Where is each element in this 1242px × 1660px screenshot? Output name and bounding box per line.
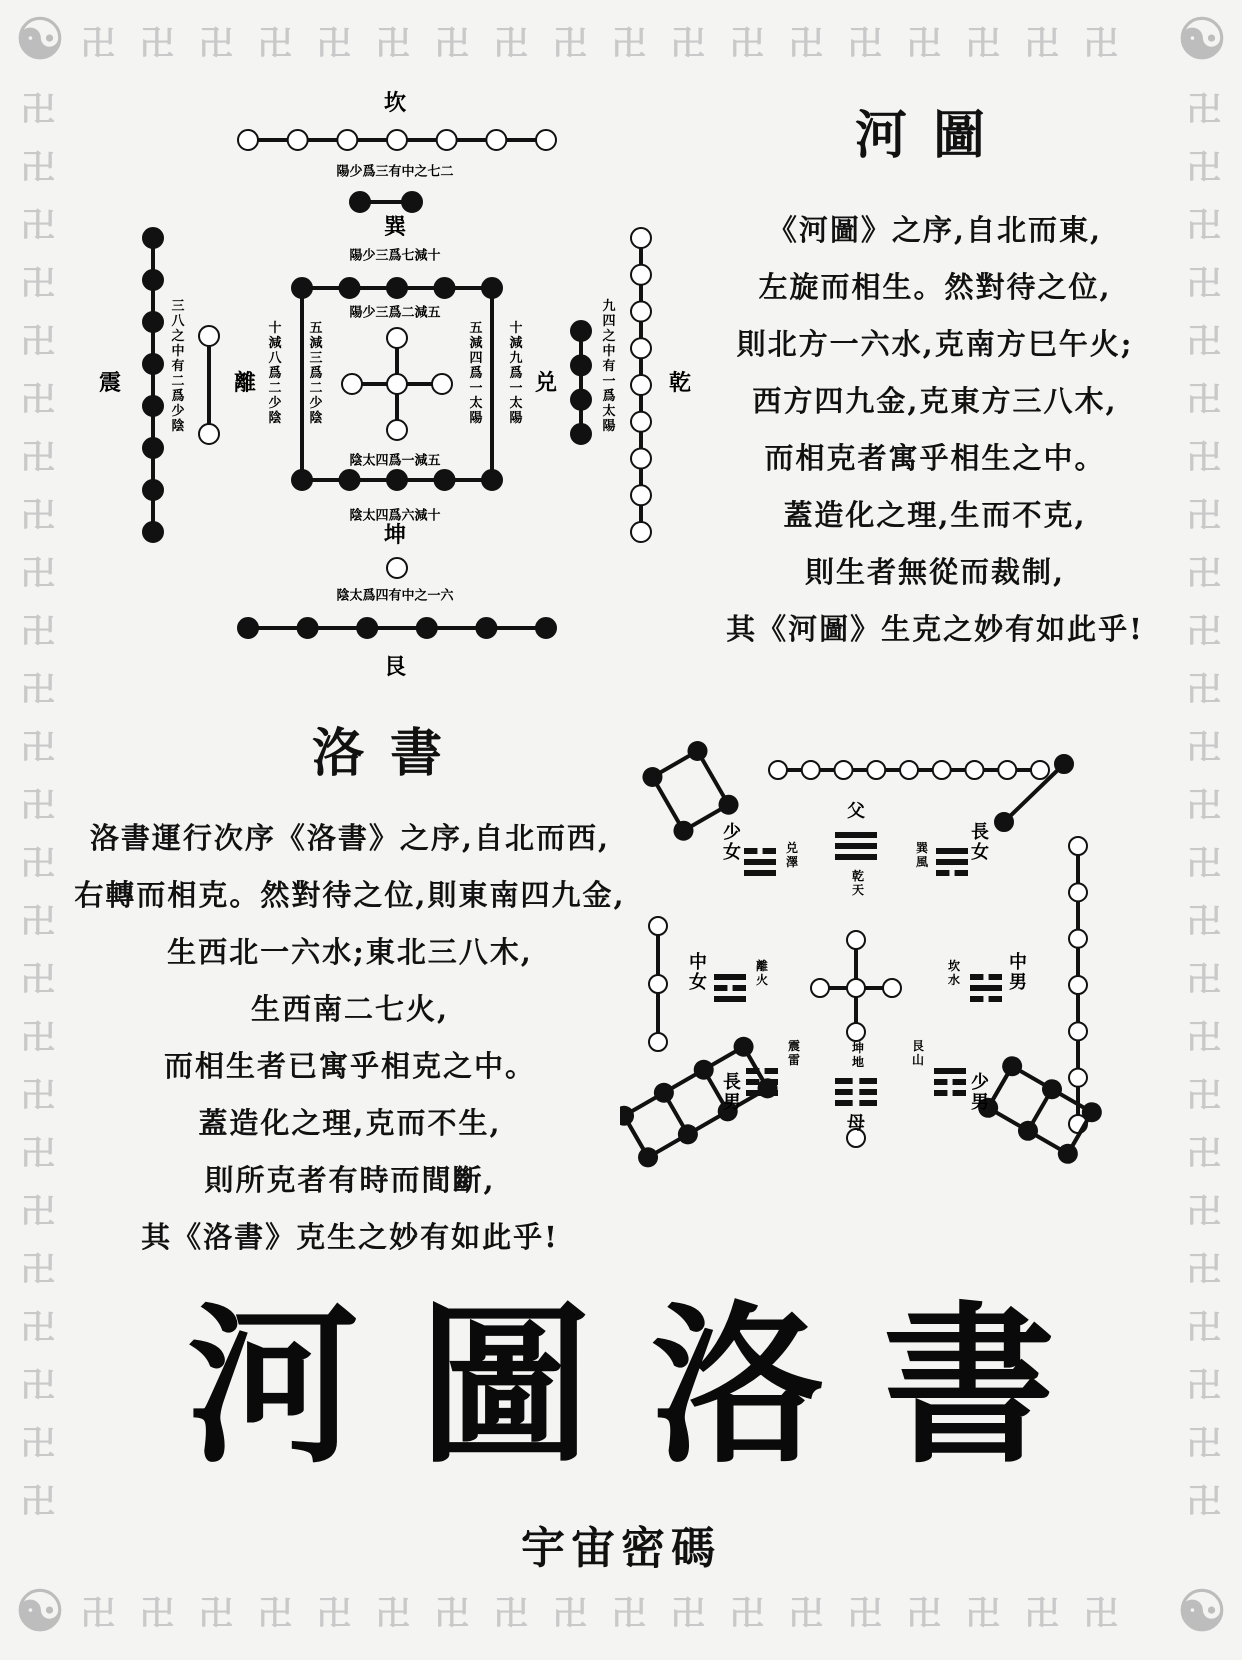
trigram-kun: 坤 bbox=[383, 522, 407, 548]
yang-dot bbox=[288, 130, 308, 150]
hetu-poem-line: 而相克者寓乎相生之中。 bbox=[764, 441, 1106, 475]
luoshu-poem-line: 右轉而相克。然對待之位,則東南四九金, bbox=[74, 878, 626, 912]
yang-dot bbox=[536, 130, 556, 150]
luoshu-poem-line: 生西北一六水;東北三八木, bbox=[167, 935, 533, 969]
border-swastika-icon: 卍 bbox=[81, 24, 115, 64]
border-swastika-icon: 卍 bbox=[789, 24, 823, 64]
border-swastika-icon: 卍 bbox=[21, 902, 55, 942]
yin-dot bbox=[1055, 755, 1073, 773]
trigram-line bbox=[765, 1079, 778, 1085]
border-swastika-icon: 卍 bbox=[1187, 786, 1221, 826]
yin-dot bbox=[340, 278, 360, 298]
yin-dot bbox=[652, 1080, 677, 1105]
yin-dot bbox=[571, 424, 591, 444]
yang-dot bbox=[1069, 837, 1087, 855]
trigram-line bbox=[936, 848, 968, 854]
yang-dot bbox=[631, 412, 651, 432]
trigram-icon bbox=[835, 832, 877, 860]
hetu-poem-line: 蓋造化之理,生而不克, bbox=[783, 498, 1087, 532]
luoshu-label: 少女 bbox=[723, 822, 741, 863]
border-swastika-icon: 卍 bbox=[1187, 438, 1221, 478]
trigram-line bbox=[970, 996, 983, 1002]
border-swastika-icon: 卍 bbox=[1187, 148, 1221, 188]
yin-dot bbox=[143, 396, 163, 416]
yang-dot bbox=[387, 328, 407, 348]
border-swastika-icon: 卍 bbox=[140, 24, 174, 64]
yin-dot bbox=[620, 1103, 636, 1128]
trigram-line bbox=[859, 1089, 877, 1095]
trigram-xun: 巽 bbox=[383, 214, 407, 240]
luoshu-poem-line: 洛書運行次序《洛書》之序,自北而西, bbox=[89, 821, 611, 855]
trigram-line bbox=[763, 848, 776, 854]
border-swastika-icon: 卍 bbox=[1187, 90, 1221, 130]
yin-dot bbox=[402, 192, 422, 212]
border-swastika-icon: 卍 bbox=[1187, 1250, 1221, 1290]
luoshu-label: 長女 bbox=[971, 822, 989, 863]
trigram-line bbox=[835, 843, 877, 849]
border-swastika-icon: 卍 bbox=[1084, 24, 1118, 64]
yang-dot bbox=[847, 979, 865, 997]
border-swastika-icon: 卍 bbox=[671, 24, 705, 64]
trigram-qian: 乾 bbox=[668, 370, 692, 396]
border-swastika-icon: 卍 bbox=[376, 1594, 410, 1634]
trigram-line bbox=[953, 1079, 966, 1085]
yin-dot bbox=[1040, 1077, 1065, 1102]
luoshu-label: 艮山 bbox=[911, 1039, 925, 1067]
border-swastika-icon: 卍 bbox=[376, 24, 410, 64]
border-swastika-icon: 卍 bbox=[21, 670, 55, 710]
border-swastika-icon: 卍 bbox=[21, 496, 55, 536]
trigram-line bbox=[746, 1090, 778, 1096]
yin-dot bbox=[571, 355, 591, 375]
border-swastika-icon: 卍 bbox=[140, 1594, 174, 1634]
border-swastika-icon: 卍 bbox=[1187, 902, 1221, 942]
yang-dot bbox=[432, 374, 452, 394]
yin-dot bbox=[143, 270, 163, 290]
yin-dot bbox=[482, 278, 502, 298]
yin-dot bbox=[536, 618, 556, 638]
hetu-label: 九四之中有一爲太陽 bbox=[602, 299, 616, 434]
luoshu-label: 坤地 bbox=[851, 1041, 865, 1069]
yang-dot bbox=[900, 761, 918, 779]
trigram-line bbox=[835, 832, 877, 838]
yang-dot bbox=[1031, 761, 1049, 779]
border-swastika-icon: 卍 bbox=[1187, 264, 1221, 304]
luoshu-label-mother: 母 bbox=[847, 1113, 865, 1134]
border-swastika-icon: 卍 bbox=[1187, 1192, 1221, 1232]
yin-dot bbox=[435, 470, 455, 490]
yin-dot bbox=[387, 470, 407, 490]
border-swastika-icon: 卍 bbox=[435, 24, 469, 64]
yang-dot bbox=[769, 761, 787, 779]
trigram-line bbox=[835, 1078, 853, 1084]
border-swastika-icon: 卍 bbox=[21, 844, 55, 884]
yang-dot bbox=[387, 130, 407, 150]
border-swastika-icon: 卍 bbox=[1187, 1018, 1221, 1058]
yin-dot bbox=[143, 522, 163, 542]
yin-dot bbox=[476, 618, 496, 638]
yin-dot bbox=[292, 470, 312, 490]
border-swastika-icon: 卍 bbox=[1187, 322, 1221, 362]
border-swastika-icon: 卍 bbox=[21, 1076, 55, 1116]
yang-dot bbox=[631, 302, 651, 322]
hetu-poem-line: 則北方一六水,克南方巳午火; bbox=[736, 327, 1134, 361]
luoshu-poem-line: 其《洛書》克生之妙有如此乎! bbox=[141, 1220, 559, 1254]
yin-dot bbox=[671, 818, 696, 843]
yang-dot bbox=[631, 449, 651, 469]
border-swastika-icon: 卍 bbox=[1187, 206, 1221, 246]
yang-dot bbox=[631, 338, 651, 358]
trigram-line bbox=[746, 1068, 759, 1074]
border-swastika-icon: 卍 bbox=[435, 1594, 469, 1634]
yin-yang-icon: ☯ bbox=[1176, 6, 1228, 73]
border-swastika-icon: 卍 bbox=[21, 322, 55, 362]
border-swastika-icon: 卍 bbox=[907, 1594, 941, 1634]
trigram-line bbox=[835, 1100, 853, 1106]
yang-dot bbox=[631, 522, 651, 542]
border-swastika-icon: 卍 bbox=[21, 438, 55, 478]
yang-dot bbox=[1069, 1022, 1087, 1040]
trigram-line bbox=[970, 974, 983, 980]
border-swastika-icon: 卍 bbox=[21, 380, 55, 420]
yin-dot bbox=[636, 1145, 661, 1170]
yin-dot bbox=[417, 618, 437, 638]
luoshu-label: 中女 bbox=[689, 952, 707, 993]
yin-dot bbox=[340, 470, 360, 490]
yin-dot bbox=[1056, 1141, 1081, 1166]
trigram-line bbox=[934, 1090, 947, 1096]
luoshu-label: 乾天 bbox=[851, 869, 865, 897]
yang-dot bbox=[342, 374, 362, 394]
border-swastika-icon: 卍 bbox=[21, 960, 55, 1000]
yang-dot bbox=[1069, 930, 1087, 948]
border-swastika-icon: 卍 bbox=[848, 24, 882, 64]
yin-dot bbox=[1000, 1054, 1025, 1079]
border-swastika-icon: 卍 bbox=[1187, 1308, 1221, 1348]
luoshu-label: 兑澤 bbox=[785, 841, 799, 869]
border-swastika-icon: 卍 bbox=[258, 1594, 292, 1634]
border-swastika-icon: 卍 bbox=[199, 24, 233, 64]
yin-dot bbox=[357, 618, 377, 638]
border-swastika-icon: 卍 bbox=[21, 148, 55, 188]
yin-dot bbox=[435, 278, 455, 298]
yang-dot bbox=[847, 931, 865, 949]
luoshu-label: 坎水 bbox=[947, 959, 961, 987]
border-swastika-icon: 卍 bbox=[1187, 728, 1221, 768]
yang-dot bbox=[199, 326, 219, 346]
yang-dot bbox=[199, 424, 219, 444]
yang-dot bbox=[835, 761, 853, 779]
yin-dot bbox=[571, 390, 591, 410]
border-swastika-icon: 卍 bbox=[553, 1594, 587, 1634]
yang-dot bbox=[1069, 883, 1087, 901]
yin-dot bbox=[292, 278, 312, 298]
border-swastika-icon: 卍 bbox=[612, 1594, 646, 1634]
yin-dot bbox=[482, 470, 502, 490]
yin-yang-icon: ☯ bbox=[14, 6, 66, 73]
yin-dot bbox=[731, 1034, 756, 1059]
trigram-icon bbox=[835, 1078, 877, 1106]
yang-dot bbox=[966, 761, 984, 779]
yin-dot bbox=[143, 354, 163, 374]
yang-dot bbox=[998, 761, 1016, 779]
border-swastika-icon: 卍 bbox=[21, 1366, 55, 1406]
border-swastika-icon: 卍 bbox=[1025, 24, 1059, 64]
border-swastika-icon: 卍 bbox=[317, 1594, 351, 1634]
yang-dot bbox=[802, 761, 820, 779]
border-swastika-icon: 卍 bbox=[21, 206, 55, 246]
luoshu-label-father: 父 bbox=[847, 801, 865, 822]
border-swastika-icon: 卍 bbox=[21, 1018, 55, 1058]
yin-yang-icon: ☯ bbox=[1176, 1578, 1228, 1645]
trigram-line bbox=[744, 848, 757, 854]
border-swastika-icon: 卍 bbox=[1187, 1482, 1221, 1522]
border-swastika-icon: 卍 bbox=[317, 24, 351, 64]
luoshu-label: 長男 bbox=[723, 1072, 741, 1113]
border-swastika-icon: 卍 bbox=[21, 728, 55, 768]
yang-dot bbox=[811, 979, 829, 997]
hetu-title: 河圖 bbox=[855, 105, 1012, 166]
border-swastika-icon: 卍 bbox=[1187, 960, 1221, 1000]
border-swastika-icon: 卍 bbox=[966, 24, 1000, 64]
yin-group-8 bbox=[620, 1034, 780, 1169]
trigram-line bbox=[859, 1078, 877, 1084]
yin-dot bbox=[571, 321, 591, 341]
luoshu-poem-line: 蓋造化之理,克而不生, bbox=[198, 1106, 502, 1140]
border-swastika-icon: 卍 bbox=[1187, 380, 1221, 420]
trigram-icon bbox=[936, 848, 968, 876]
trigram-line bbox=[936, 859, 968, 865]
yang-dot bbox=[631, 375, 651, 395]
border-swastika-icon: 卍 bbox=[789, 1594, 823, 1634]
trigram-gen: 艮 bbox=[383, 654, 407, 680]
trigram-kan: 坎 bbox=[383, 90, 407, 116]
yang-dot bbox=[486, 130, 506, 150]
yang-dot bbox=[883, 979, 901, 997]
trigram-line bbox=[835, 854, 877, 860]
trigram-line bbox=[934, 1079, 947, 1085]
trigram-line bbox=[714, 996, 746, 1002]
luoshu-label: 中男 bbox=[1009, 952, 1027, 993]
trigram-line bbox=[989, 996, 1002, 1002]
luoshu-label: 巽風 bbox=[915, 841, 929, 869]
yin-dot bbox=[640, 765, 665, 790]
trigram-icon bbox=[934, 1068, 966, 1096]
yang-dot bbox=[1069, 1069, 1087, 1087]
border-swastika-icon: 卍 bbox=[966, 1594, 1000, 1634]
border-swastika-icon: 卍 bbox=[494, 24, 528, 64]
luoshu-poem bbox=[40, 810, 660, 1266]
border-swastika-icon: 卍 bbox=[1187, 844, 1221, 884]
border-swastika-icon: 卍 bbox=[553, 24, 587, 64]
yang-dot bbox=[631, 265, 651, 285]
yin-dot bbox=[685, 739, 710, 764]
yang-dot bbox=[867, 761, 885, 779]
border-swastika-icon: 卍 bbox=[199, 1594, 233, 1634]
yang-dot bbox=[649, 917, 667, 935]
yin-dot bbox=[716, 792, 741, 817]
border-swastika-icon: 卍 bbox=[21, 554, 55, 594]
luoshu-poem-line: 則所克者有時而間斷, bbox=[204, 1163, 496, 1197]
border-swastika-icon: 卍 bbox=[21, 90, 55, 130]
yang-dot bbox=[631, 228, 651, 248]
yang-dot bbox=[387, 420, 407, 440]
subtitle: 宇宙密碼 bbox=[521, 1523, 721, 1574]
border-swastika-icon: 卍 bbox=[1187, 554, 1221, 594]
luoshu-label: 離火 bbox=[755, 959, 769, 987]
border-swastika-icon: 卍 bbox=[1187, 1366, 1221, 1406]
border-swastika-icon: 卍 bbox=[21, 1308, 55, 1348]
yang-dot bbox=[1069, 976, 1087, 994]
hetu-label: 陰太四爲一減五 bbox=[349, 453, 441, 469]
trigram-line bbox=[765, 1068, 778, 1074]
hetu-label: 五減三爲二少陰 bbox=[309, 321, 323, 426]
trigram-line bbox=[936, 870, 949, 876]
trigram-line bbox=[744, 859, 776, 865]
yang-dot bbox=[437, 130, 457, 150]
yin-dot bbox=[995, 813, 1013, 831]
yang-dot bbox=[387, 558, 407, 578]
yang-dot bbox=[238, 130, 258, 150]
yin-dot bbox=[298, 618, 318, 638]
trigram-line bbox=[714, 985, 727, 991]
main-title: 河圖洛書 bbox=[187, 1284, 1115, 1487]
border-swastika-icon: 卍 bbox=[21, 786, 55, 826]
hetu-label: 十減八爲二少陰 bbox=[268, 321, 282, 426]
border-swastika-icon: 卍 bbox=[1187, 612, 1221, 652]
yin-dot bbox=[143, 480, 163, 500]
border-swastika-icon: 卍 bbox=[1187, 496, 1221, 536]
luoshu-title: 洛書 bbox=[312, 723, 469, 784]
connector-line bbox=[652, 751, 728, 831]
yang-dot bbox=[337, 130, 357, 150]
trigram-line bbox=[744, 870, 776, 876]
hetu-poem-line: 左旋而相生。然對待之位, bbox=[758, 270, 1112, 304]
trigram-line bbox=[733, 985, 746, 991]
trigram-icon bbox=[744, 848, 776, 876]
yang-dot bbox=[847, 1023, 865, 1041]
border-swastika-icon: 卍 bbox=[21, 1134, 55, 1174]
trigram-zhen: 震 bbox=[98, 370, 122, 396]
border-swastika-icon: 卍 bbox=[21, 1250, 55, 1290]
luoshu-label: 震雷 bbox=[787, 1039, 801, 1067]
trigram-line bbox=[835, 1089, 853, 1095]
yin-dot bbox=[238, 618, 258, 638]
connector-line bbox=[624, 1047, 768, 1158]
yin-yang-icon: ☯ bbox=[14, 1578, 66, 1645]
border-swastika-icon: 卍 bbox=[21, 264, 55, 304]
hetu-poem-line: 則生者無從而裁制, bbox=[804, 555, 1066, 589]
border-swastika-icon: 卍 bbox=[21, 1192, 55, 1232]
yang-dot bbox=[387, 374, 407, 394]
trigram-line bbox=[934, 1068, 966, 1074]
trigram-icon bbox=[714, 974, 746, 1002]
yin-dot bbox=[143, 228, 163, 248]
border-swastika-icon: 卍 bbox=[848, 1594, 882, 1634]
yin-dot bbox=[143, 312, 163, 332]
border-swastika-icon: 卍 bbox=[671, 1594, 705, 1634]
hetu-label: 三八之中有二爲少陰 bbox=[171, 299, 185, 434]
trigram-li: 離 bbox=[233, 370, 257, 396]
trigram-dui: 兑 bbox=[534, 370, 558, 396]
hetu-label: 陽少三爲二減五 bbox=[349, 305, 441, 321]
yin-dot bbox=[691, 1057, 716, 1082]
yin-dot bbox=[350, 192, 370, 212]
hetu-poem-line: 其《河圖》生克之妙有如此乎! bbox=[726, 612, 1144, 646]
border-swastika-icon: 卍 bbox=[1187, 670, 1221, 710]
hetu-poem-line: 《河圖》之序,自北而東, bbox=[767, 213, 1103, 247]
yang-dot bbox=[631, 485, 651, 505]
yang-dot bbox=[649, 1033, 667, 1051]
yang-dot bbox=[649, 975, 667, 993]
hetu-label: 十減九爲一太陽 bbox=[509, 321, 523, 426]
luoshu-label: 少男 bbox=[971, 1072, 989, 1113]
trigram-line bbox=[953, 1090, 966, 1096]
hetu-poem-line: 西方四九金,克東方三八木, bbox=[752, 384, 1118, 418]
border-swastika-icon: 卍 bbox=[1187, 1134, 1221, 1174]
border-swastika-icon: 卍 bbox=[1187, 1424, 1221, 1464]
border-swastika-icon: 卍 bbox=[1025, 1594, 1059, 1634]
yin-dot bbox=[143, 438, 163, 458]
hetu-label-bottom: 陰太爲四有中之一六 bbox=[336, 588, 454, 604]
luoshu-diagram bbox=[620, 730, 1180, 1250]
border-swastika-icon: 卍 bbox=[612, 24, 646, 64]
yang-dot bbox=[933, 761, 951, 779]
trigram-line bbox=[714, 974, 746, 980]
trigram-line bbox=[955, 870, 968, 876]
hetu-label-top: 陽少爲三有中之七二 bbox=[336, 164, 454, 180]
hetu-label: 陰太四爲六減十 bbox=[349, 508, 441, 524]
hetu-label: 陽少三爲七減十 bbox=[349, 248, 441, 264]
yin-dot bbox=[676, 1122, 701, 1147]
border-swastika-icon: 卍 bbox=[1084, 1594, 1118, 1634]
trigram-line bbox=[989, 974, 1002, 980]
border-swastika-icon: 卍 bbox=[21, 1424, 55, 1464]
trigram-line bbox=[746, 1079, 759, 1085]
border-swastika-icon: 卍 bbox=[494, 1594, 528, 1634]
border-swastika-icon: 卍 bbox=[258, 24, 292, 64]
border-swastika-icon: 卍 bbox=[907, 24, 941, 64]
yin-dot bbox=[1016, 1118, 1041, 1143]
trigram-line bbox=[970, 985, 1002, 991]
trigram-icon bbox=[970, 974, 1002, 1002]
hetu-poem bbox=[665, 202, 1205, 658]
luoshu-poem-line: 而相生者已寓乎相克之中。 bbox=[163, 1049, 536, 1083]
trigram-line bbox=[859, 1100, 877, 1106]
border-swastika-icon: 卍 bbox=[730, 1594, 764, 1634]
hetu-label: 五減四爲一太陽 bbox=[469, 321, 483, 426]
border-swastika-icon: 卍 bbox=[730, 24, 764, 64]
border-swastika-icon: 卍 bbox=[21, 1482, 55, 1522]
border-swastika-icon: 卍 bbox=[21, 612, 55, 652]
yin-dot bbox=[387, 278, 407, 298]
luoshu-poem-line: 生西南二七火, bbox=[250, 992, 450, 1026]
border-swastika-icon: 卍 bbox=[81, 1594, 115, 1634]
hetu-diagram bbox=[0, 0, 720, 700]
border-swastika-icon: 卍 bbox=[1187, 1076, 1221, 1116]
